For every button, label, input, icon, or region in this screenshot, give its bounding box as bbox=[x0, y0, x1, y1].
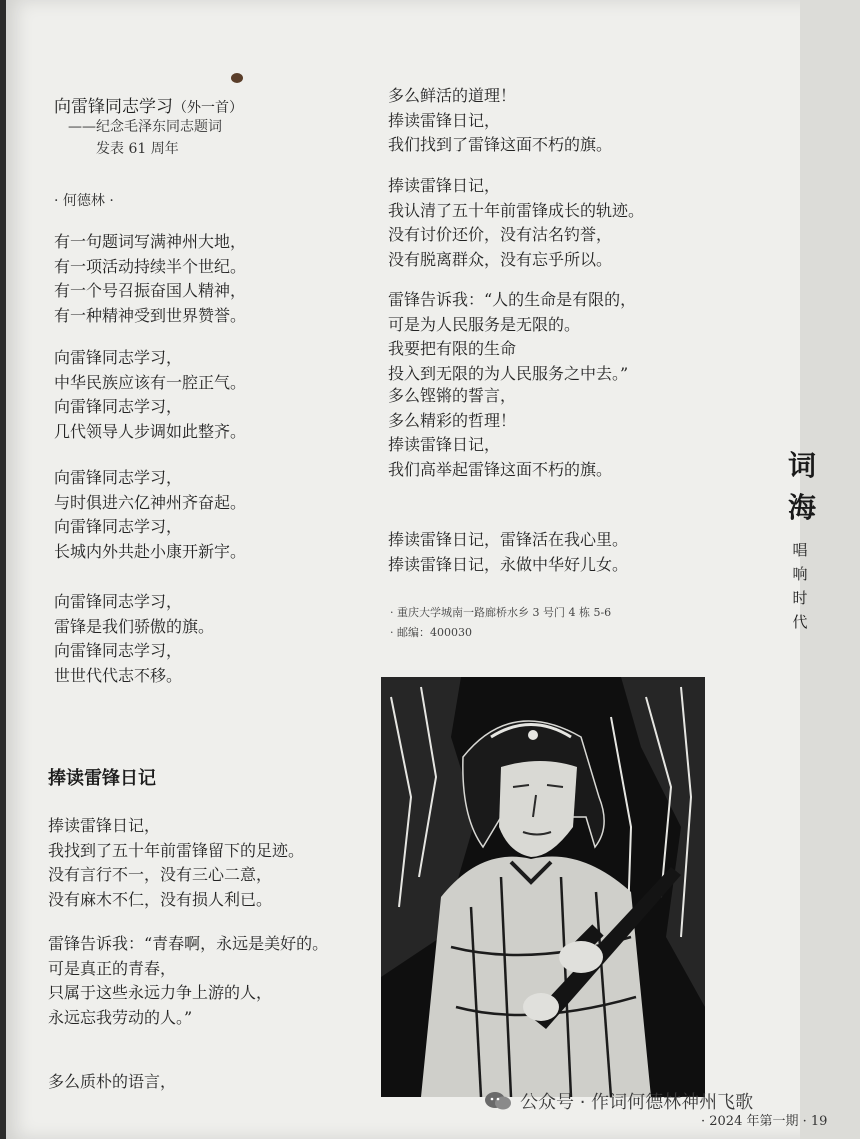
page-number: · 2024 年第一期 · 19 bbox=[701, 1114, 828, 1129]
ink-stain bbox=[231, 73, 243, 83]
watermark: 公众号 · 作词何德林神州飞歌 bbox=[484, 1088, 753, 1114]
stanza: 多么鲜活的道理！ 捧读雷锋日记， 我们找到了雷锋这面不朽的旗。 bbox=[388, 86, 613, 154]
stanza: 捧读雷锋日记，雷锋活在我心里。 捧读雷锋日记，永做中华好儿女。 bbox=[388, 530, 629, 574]
stanza: 雷锋告诉我：“人的生命是有限的， 可是为人民服务是无限的。 我要把有限的生命 投入到无限的为人民服务之中去。” bbox=[388, 290, 637, 383]
column-title: 词 海 bbox=[787, 449, 816, 524]
stanza: 向雷锋同志学习， 雷锋是我们骄傲的旗。 向雷锋同志学习， 世世代代志不移。 bbox=[54, 592, 215, 685]
stanza: 雷锋告诉我：“青春啊，永远是美好的。 可是真正的青春， 只属于这些永远力争上游的人， 永远忘我劳动的人。” bbox=[48, 934, 329, 1027]
poem-title: 向雷锋同志学习（外一首） bbox=[54, 97, 243, 117]
poem-title: 捧读雷锋日记 bbox=[48, 768, 156, 789]
wechat-official-account-icon bbox=[484, 1091, 512, 1111]
stanza: 捧读雷锋日记， 我认清了五十年前雷锋成长的轨迹。 没有讨价还价，没有沽名钓誉， 没有脱离群众，没有忘乎所以。 bbox=[388, 176, 645, 269]
stanza: 有一句题词写满神州大地， 有一项活动持续半个世纪。 有一个号召振奋国人精神， 有一种精神受到世界赞誉。 bbox=[54, 232, 247, 325]
stanza: 向雷锋同志学习， 中华民族应该有一腔正气。 向雷锋同志学习， 几代领导人步调如此整齐。 bbox=[54, 348, 247, 441]
author-address: · 重庆大学城南一路廊桥水乡 3 号门 4 栋 5-6 · 邮编：400030 bbox=[390, 606, 612, 639]
woodcut-illustration bbox=[381, 677, 705, 1097]
stanza: 捧读雷锋日记， 我找到了五十年前雷锋留下的足迹。 没有言行不一，没有三心二意， 没有麻木不仁，没有损人利已。 bbox=[48, 816, 305, 909]
stanza: 多么质朴的语言， bbox=[48, 1072, 177, 1091]
stanza: 多么铿锵的誓言， 多么精彩的哲理！ 捧读雷锋日记， 我们高举起雷锋这面不朽的旗。 bbox=[388, 386, 613, 479]
stanza: 向雷锋同志学习， 与时俱进六亿神州齐奋起。 向雷锋同志学习， 长城内外共赴小康开新宇。 bbox=[54, 468, 247, 561]
column-subtitle: 唱 响 时 代 bbox=[792, 541, 808, 631]
author-name: · 何德林 · bbox=[54, 193, 114, 209]
soldier-portrait-icon bbox=[381, 677, 705, 1097]
poem-subtitle: ——纪念毛泽东同志题词 发表 61 周年 bbox=[68, 119, 222, 157]
